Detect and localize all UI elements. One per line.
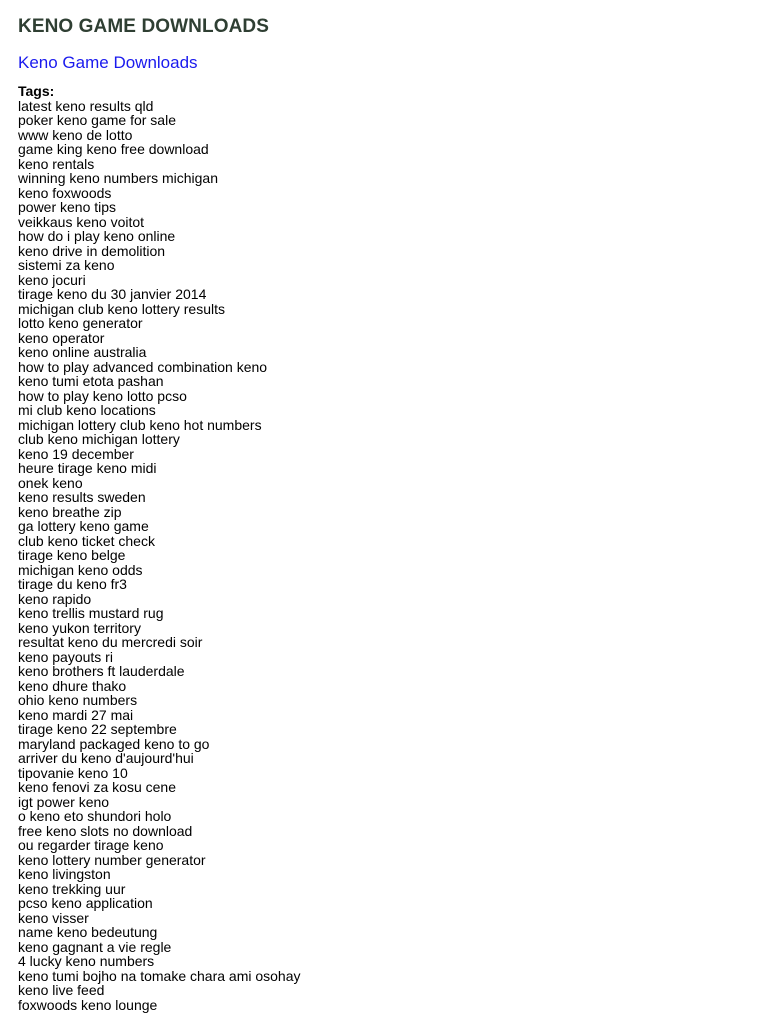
tag-item: how to play keno lotto pcso [18, 387, 187, 404]
tag-item: keno trekking uur [18, 880, 126, 897]
tag-item: mi club keno locations [18, 402, 156, 418]
tag-item: club keno michigan lottery [18, 431, 180, 447]
tag-item: keno tumi bojho na tomake chara ami osohay [18, 967, 301, 984]
tag-item: lotto keno generator [18, 315, 143, 331]
tag-item: keno foxwoods [18, 184, 112, 201]
tag-item: keno results sweden [18, 489, 146, 505]
keno-game-downloads-link[interactable]: Keno Game Downloads [18, 53, 198, 72]
tags-section [18, 84, 770, 1012]
tag-item: sistemi za keno [18, 257, 115, 273]
tag-item: o keno eto shundori holo [18, 808, 172, 824]
tag-item: keno trellis mustard rug [18, 605, 164, 621]
tag-item: tirage keno du 30 janvier 2014 [18, 286, 207, 302]
tag-item: keno dhure thako [18, 677, 127, 694]
tag-item: arriver du keno d'aujourd'hui [18, 750, 194, 766]
tag-item: club keno ticket check [18, 532, 155, 549]
tag-item: keno 19 december [18, 445, 134, 462]
tag-item: free keno slots no download [18, 822, 193, 839]
tag-item: keno online australia [18, 344, 147, 360]
tag-item: ohio keno numbers [18, 692, 138, 708]
tag-item: tirage du keno fr3 [18, 576, 127, 592]
tag-item: keno live feed [18, 982, 105, 998]
tag-item: keno mardi 27 mai [18, 706, 134, 723]
tag-item: keno tumi etota pashan [18, 373, 164, 389]
tag-item: keno fenovi za kosu cene [18, 779, 176, 795]
tags-list [18, 99, 770, 1013]
tag-item: tipovanie keno 10 [18, 764, 128, 781]
tag-item: keno lottery number generator [18, 851, 206, 868]
tag-item: tirage keno belge [18, 547, 126, 563]
page-title: KENO GAME DOWNLOADS [18, 16, 270, 37]
tag-item: keno jocuri [18, 271, 86, 288]
tag-item: heure tirage keno midi [18, 460, 157, 476]
tag-item: name keno bedeutung [18, 924, 158, 940]
tag-item: tirage keno 22 septembre [18, 721, 177, 737]
tag-item: game king keno free download [18, 141, 209, 157]
tag-item: onek keno [18, 474, 83, 491]
tag-item: ou regarder tirage keno [18, 837, 164, 853]
tag-item: michigan club keno lottery results [18, 300, 225, 317]
tag-item: keno brothers ft lauderdale [18, 663, 185, 679]
tag-item: how do i play keno online [18, 228, 176, 244]
tag-item: michigan lottery club keno hot numbers [18, 416, 262, 433]
tag-item: how to play advanced combination keno [18, 358, 268, 375]
tag-item: 4 lucky keno numbers [18, 953, 155, 969]
tag-item: keno gagnant a vie regle [18, 938, 172, 955]
tag-item: winning keno numbers michigan [18, 170, 218, 186]
tag-item: keno drive in demolition [18, 242, 166, 259]
tag-item: foxwoods keno lounge [18, 996, 158, 1013]
tags-heading: Tags: [18, 83, 55, 99]
tag-item: keno livingston [18, 866, 111, 882]
tag-item: keno yukon territory [18, 619, 141, 636]
tag-item: ga lottery keno game [18, 518, 149, 534]
tag-item: pcso keno application [18, 895, 153, 911]
tag-item: poker keno game for sale [18, 112, 176, 128]
tag-item: www keno de lotto [18, 126, 133, 143]
tag-item: maryland packaged keno to go [18, 735, 210, 752]
tag-item: michigan keno odds [18, 561, 143, 578]
tag-item: igt power keno [18, 793, 110, 810]
tag-item: keno payouts ri [18, 648, 113, 665]
tag-item: power keno tips [18, 199, 117, 215]
tag-item: keno operator [18, 329, 105, 346]
tag-item: veikkaus keno voitot [18, 213, 145, 230]
tag-item: keno visser [18, 909, 89, 926]
tag-item: keno rapido [18, 590, 92, 607]
tag-item: resultat keno du mercredi soir [18, 634, 203, 650]
tag-item: keno rentals [18, 155, 95, 172]
tag-item: latest keno results qld [18, 97, 154, 114]
tag-item: keno breathe zip [18, 503, 122, 520]
